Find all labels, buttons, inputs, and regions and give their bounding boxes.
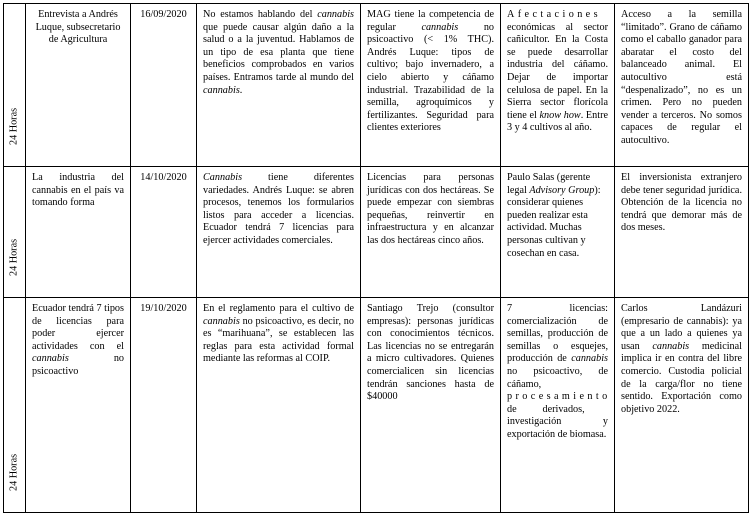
text-span: .	[239, 84, 243, 96]
text-span: . Entre 3 y 4 cultivos al año.	[507, 109, 608, 134]
text-span: Afectaciones	[507, 9, 601, 20]
title-cell	[26, 298, 131, 513]
table-row	[4, 167, 749, 298]
text-span: que puede causar algún daño a la salud o a la juventud. Hablamos de un tipo de esa planta que tiene beneficios comprobados en varios países. Entramos tarde al mundo del	[203, 21, 354, 83]
source-label: 24 Horas	[8, 108, 20, 146]
regulation-cell: Santiago Trejo (consultor empresas): personas jurídicas con conocimientos técnicos. Las licencias no se entregarán a micro cultivadores. Quienes comercialicen sin licencias tendrán sanciones hasta de $40000	[361, 298, 501, 513]
italic-term: Cannabis	[203, 172, 243, 183]
content-cell	[197, 298, 361, 513]
title-cell: La industria del cannabis en el país va tomando forma	[26, 167, 131, 298]
italic-term: cannabis	[203, 315, 240, 327]
regulation-cell: Licencias para personas jurídicas con dos hectáreas. Se puede empezar con siembras pequeñas, reinvertir en infraestructura y en alcanzar las dos hectáreas cinco años.	[361, 167, 501, 298]
source-cell	[4, 167, 26, 298]
source-cell	[4, 4, 26, 167]
opinion-cell: El inversionista extranjero debe tener seguridad jurídica. Obtención de la licencia no tendrá que demorar más de dos meses.	[615, 167, 749, 298]
source-cell	[4, 298, 26, 513]
italic-term: cannabis	[32, 353, 69, 365]
text-span: ): considerar quienes pueden realizar esta actividad. Muchas personas cultivan y cosechan en casa.	[507, 184, 601, 259]
text-span: procesamiento	[507, 391, 611, 403]
text-span: no psicoactivo	[32, 353, 124, 377]
text-span: no psicoactivo, es decir, no es “marihuana”, se establecen las reglas para esta actividad formal mediante las reformas al COIP.	[203, 315, 354, 365]
italic-term: cannabis	[317, 9, 354, 20]
text-span: No estamos hablando del	[203, 9, 318, 20]
date-cell: 16/09/2020	[131, 4, 197, 167]
italic-term: Advisory Group	[529, 184, 595, 196]
news-analysis-table	[3, 3, 749, 513]
italic-term: cannabis	[421, 21, 459, 33]
regulation-cell	[361, 4, 501, 167]
italic-term: know how	[539, 109, 581, 121]
text-span: económicas al sector cañicultor. En la Costa se puede desarrollar industria del cáñamo. Dejar de importar celulosa de papel. En la Sierra sector florícola tiene el	[507, 21, 608, 121]
text-span: Ecuador tendrá 7 tipos de licencias para poder ejercer actividades con el	[32, 303, 124, 352]
text-span: tiene diferentes variedades. Andrés Luque: se abren procesos, tenemos los formularios listos para acceder a licencias. Ecuador tendrá 7 licencias para ejercer actividades comerciales.	[203, 172, 354, 246]
text-span: MAG tiene la competencia de regular	[367, 9, 494, 33]
title-cell: Entrevista a Andrés Luque, subsecretario de Agricultura	[26, 4, 131, 167]
text-span: no psicoactivo (< 1% THC). Andrés Luque: tipos de cultivo; bajo invernadero, a cielo abierto y cáñamo industrial. Trazabilidad de la semilla, agroquímicos y fertilizantes. Seguridad para clientes exteriores	[367, 21, 494, 134]
text-span: Carlos Landázuri (empresario de cannabis): ya que a un lado a quienes ya usan	[621, 303, 742, 352]
impact-cell	[501, 298, 615, 513]
text-span: no psicoactivo, de cáñamo,	[507, 365, 608, 390]
impact-cell	[501, 167, 615, 298]
italic-term: cannabis	[203, 84, 240, 96]
source-label: 24 Horas	[8, 239, 20, 277]
date-cell: 19/10/2020	[131, 298, 197, 513]
text-span: En el reglamento para el cultivo de	[203, 303, 354, 314]
text-span: de derivados, investigación y exportación de biomasa.	[507, 403, 608, 440]
table-row	[4, 4, 749, 167]
italic-term: cannabis	[571, 353, 608, 365]
opinion-cell	[615, 298, 749, 513]
text-span: 7 licencias: comercialización de semillas, producción de semillas o esquejes, producción de	[507, 303, 608, 365]
text-span: medicinal implica ir en contra del libre comercio. Custodia policial de la carga/flor no tiene sentido. Exportación como objetivo 2022.	[621, 340, 742, 415]
italic-term: cannabis	[652, 340, 690, 352]
content-cell	[197, 4, 361, 167]
content-cell	[197, 167, 361, 298]
source-label: 24 Horas	[8, 454, 20, 492]
opinion-cell: Acceso a la semilla “limitado”. Grano de cáñamo como el caballo ganador para abaratar el costo del balanceado animal. El autocultivo está “despenalizado”, no es un crimen. Pero no pueden vender a terceros. No somos capaces de regular el autocultivo.	[615, 4, 749, 167]
text-span: Paulo Salas (gerente legal	[507, 172, 591, 196]
impact-cell	[501, 4, 615, 167]
date-cell: 14/10/2020	[131, 167, 197, 298]
table-row	[4, 298, 749, 513]
